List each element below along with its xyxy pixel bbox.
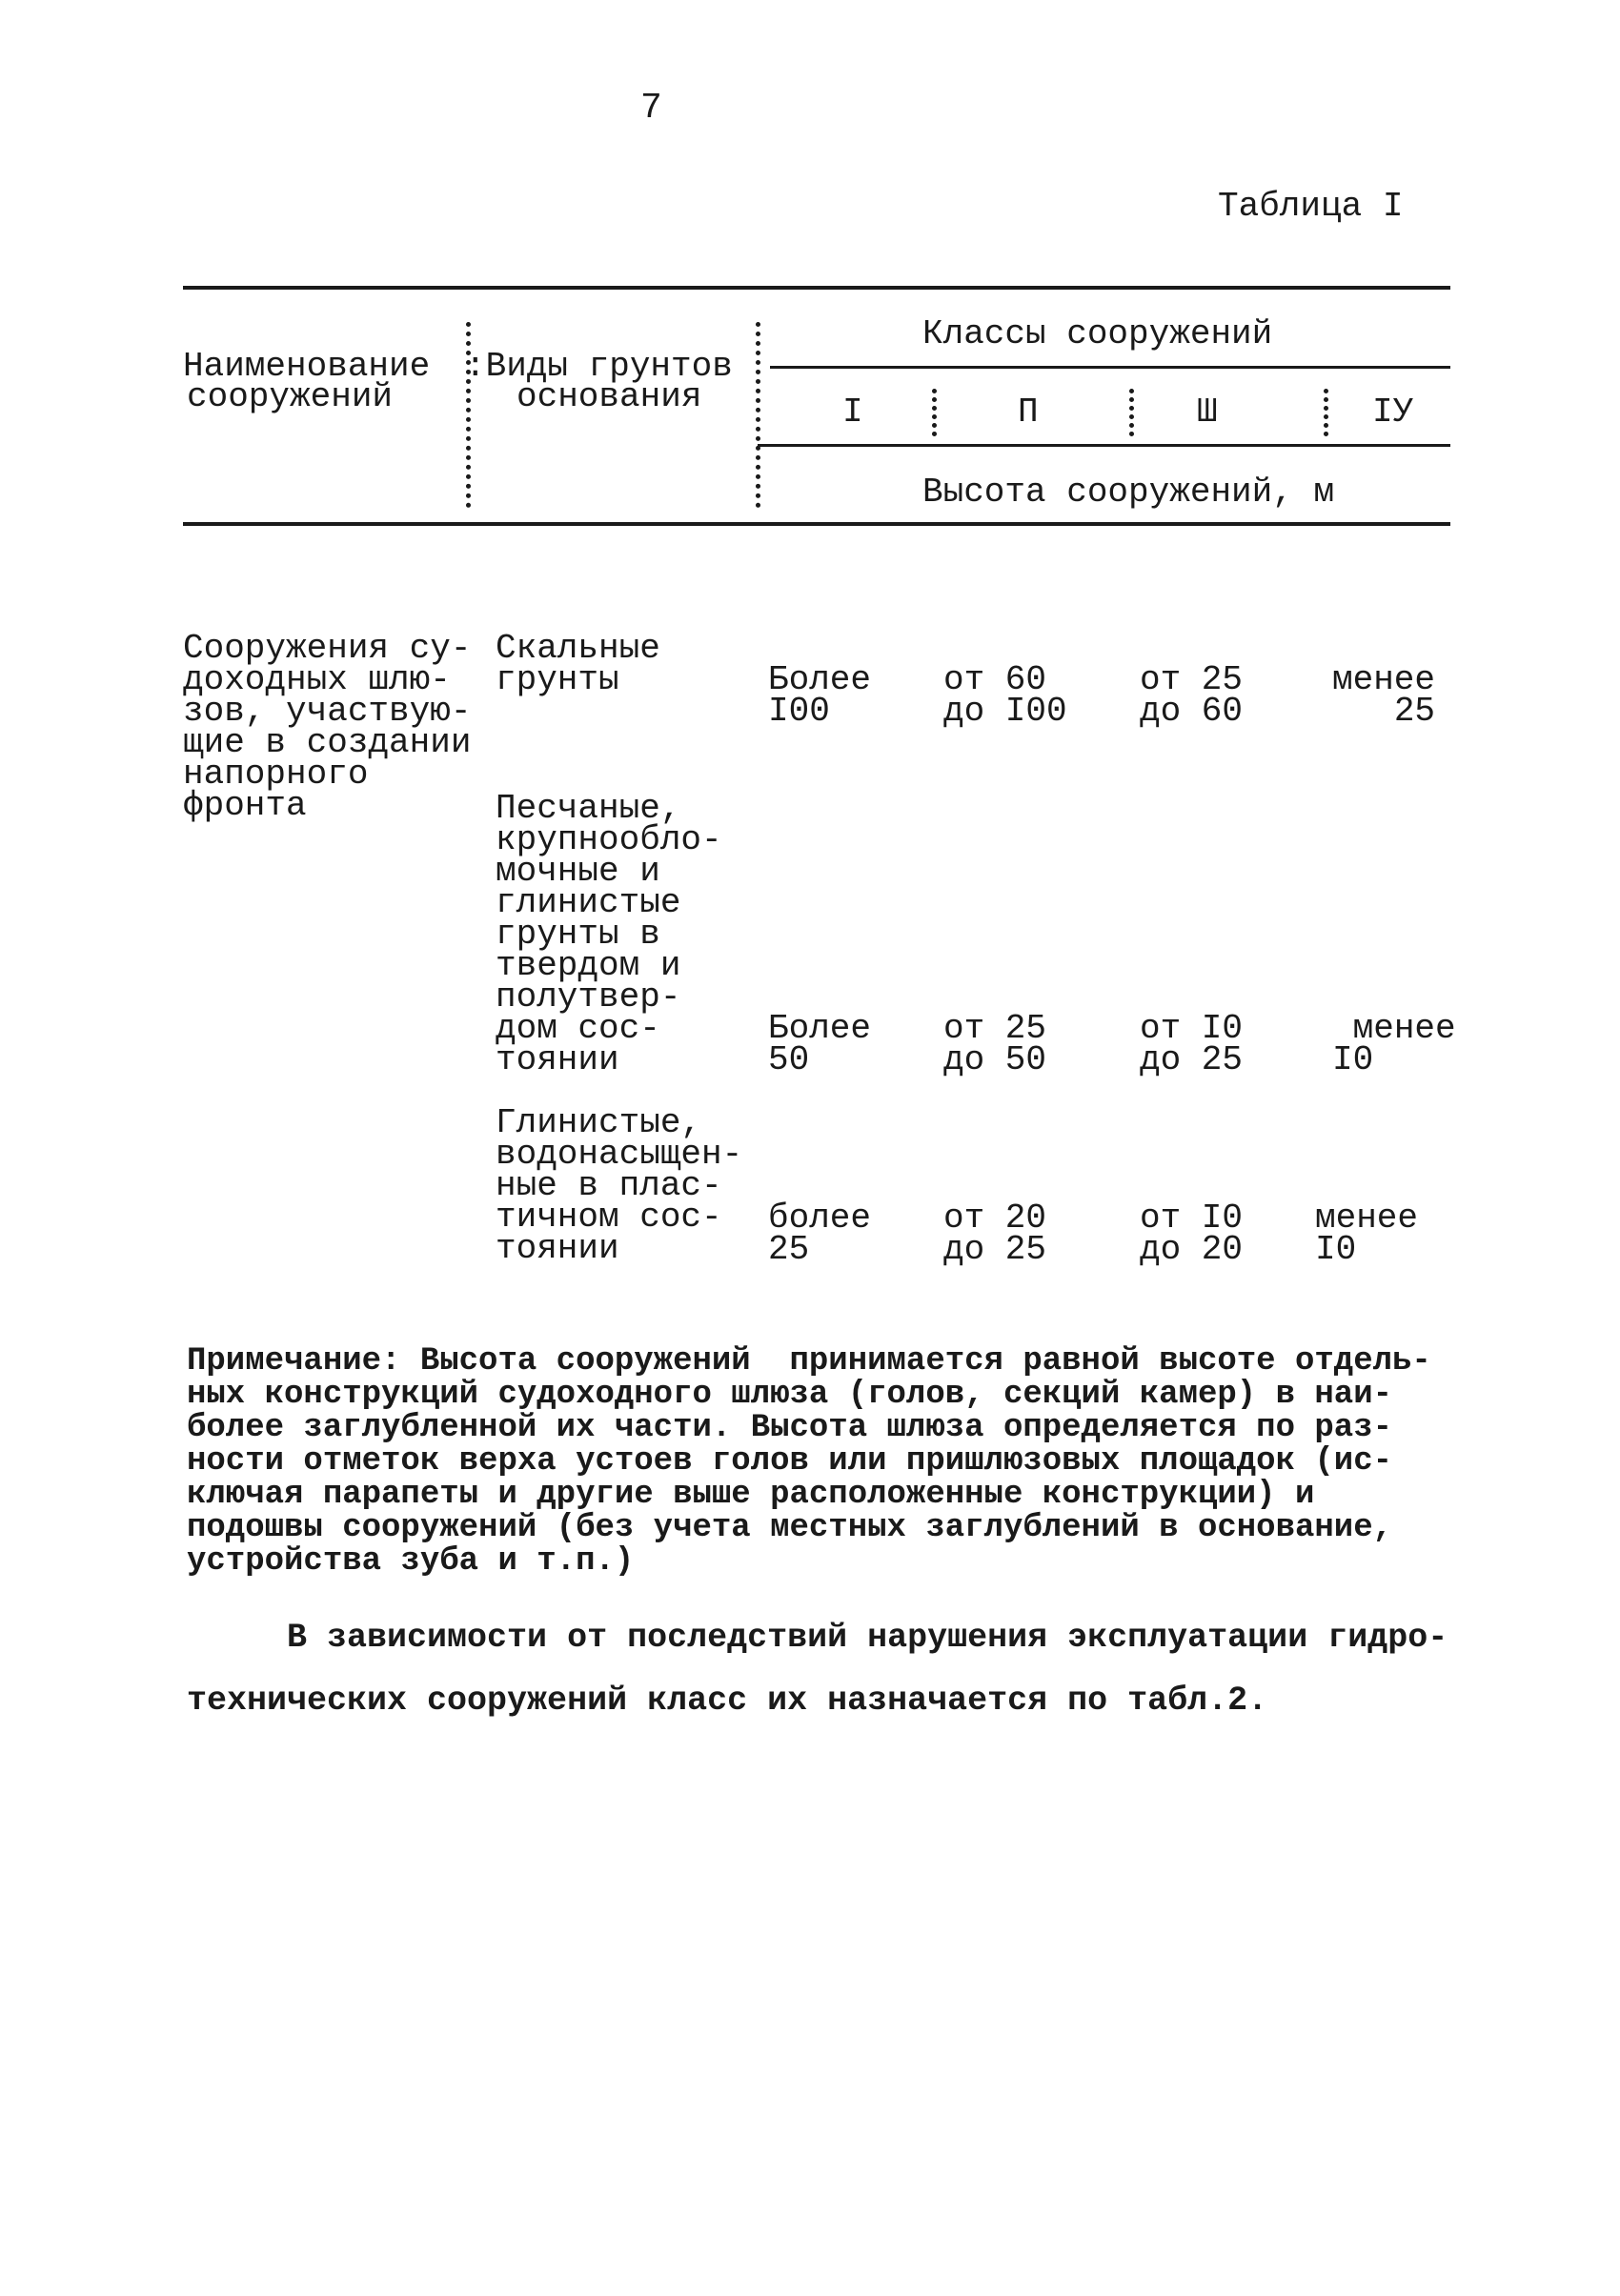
table-title: Таблица I [1218,187,1404,226]
value-class-1: Более 50 [768,1009,872,1079]
table-top-rule [183,286,1450,290]
value-class-3: от I0 до 20 [1140,1198,1244,1269]
header-name-line-2: сооружений [187,377,394,416]
soil-type-rocky: Скальные грунты [496,629,660,699]
value-class-2: от 20 до 25 [943,1198,1047,1269]
classes-title: Классы сооружений [922,314,1273,353]
class-separator-2 [1129,389,1134,436]
height-title: Высота сооружений, м [922,473,1335,512]
body-paragraph: В зависимости от последствий нарушения эксплуатации гидро- технических сооружений класс их назначается по табл.2. [187,1619,1448,1720]
structure-name: Сооружения су- доходных шлю- зов, участвую- щие в создании напорного фронта [183,629,472,825]
table-header-bottom-rule [183,522,1450,526]
page-number: 7 [640,88,662,129]
soil-type-clay-plastic: Глинистые, водонасыщен- ные в плас- тичном сос- тоянии [496,1103,743,1268]
classes-title-rule [770,366,1450,369]
class-label-4: IУ [1372,393,1414,432]
class-separator-3 [1324,389,1328,436]
value-class-3: от I0 до 25 [1140,1009,1244,1079]
class-label-3: Ш [1197,393,1218,432]
soil-type-sandy-clay-hard: Песчаные, крупнообло- мочные и глинистые грунты в твердом и полутвер- дом сос- тоянии [496,789,722,1079]
table-note: Примечание: Высота сооружений принимается равной высоте отдель- ных конструкций судоходного шлюза (голов, секций камер) в наи- более заглубленной их части. Высота шлюза определяется по раз- ности отметок верха устоев голов или пришлюзовых площадок (ис- ключая парапеты и другие выше расположенные конструкции) и подошвы сооружений (без учета местных заглублений в основание, устройства зуба и т.п.) [187,1343,1431,1580]
value-class-2: от 25 до 50 [943,1009,1047,1079]
value-class-1: Более I00 [768,660,872,731]
header-soil-line-1: :Виды грунтов [465,347,733,386]
class-label-2: П [1018,393,1039,432]
value-class-4: менее I0 [1315,1198,1419,1269]
class-separator-1 [932,389,937,436]
header-name-line-1: Наименование [183,347,431,386]
value-class-1: более 25 [768,1198,872,1269]
classes-numbers-rule [758,444,1450,447]
class-label-1: I [842,393,863,432]
value-class-3: от 25 до 60 [1140,660,1244,731]
header-soil-line-2: основания [516,377,702,416]
value-class-2: от 60 до I00 [943,660,1067,731]
header-col-separator-2 [756,322,760,508]
value-class-4: менее 25 [1332,660,1436,731]
value-class-4: менее I0 [1332,1009,1456,1079]
